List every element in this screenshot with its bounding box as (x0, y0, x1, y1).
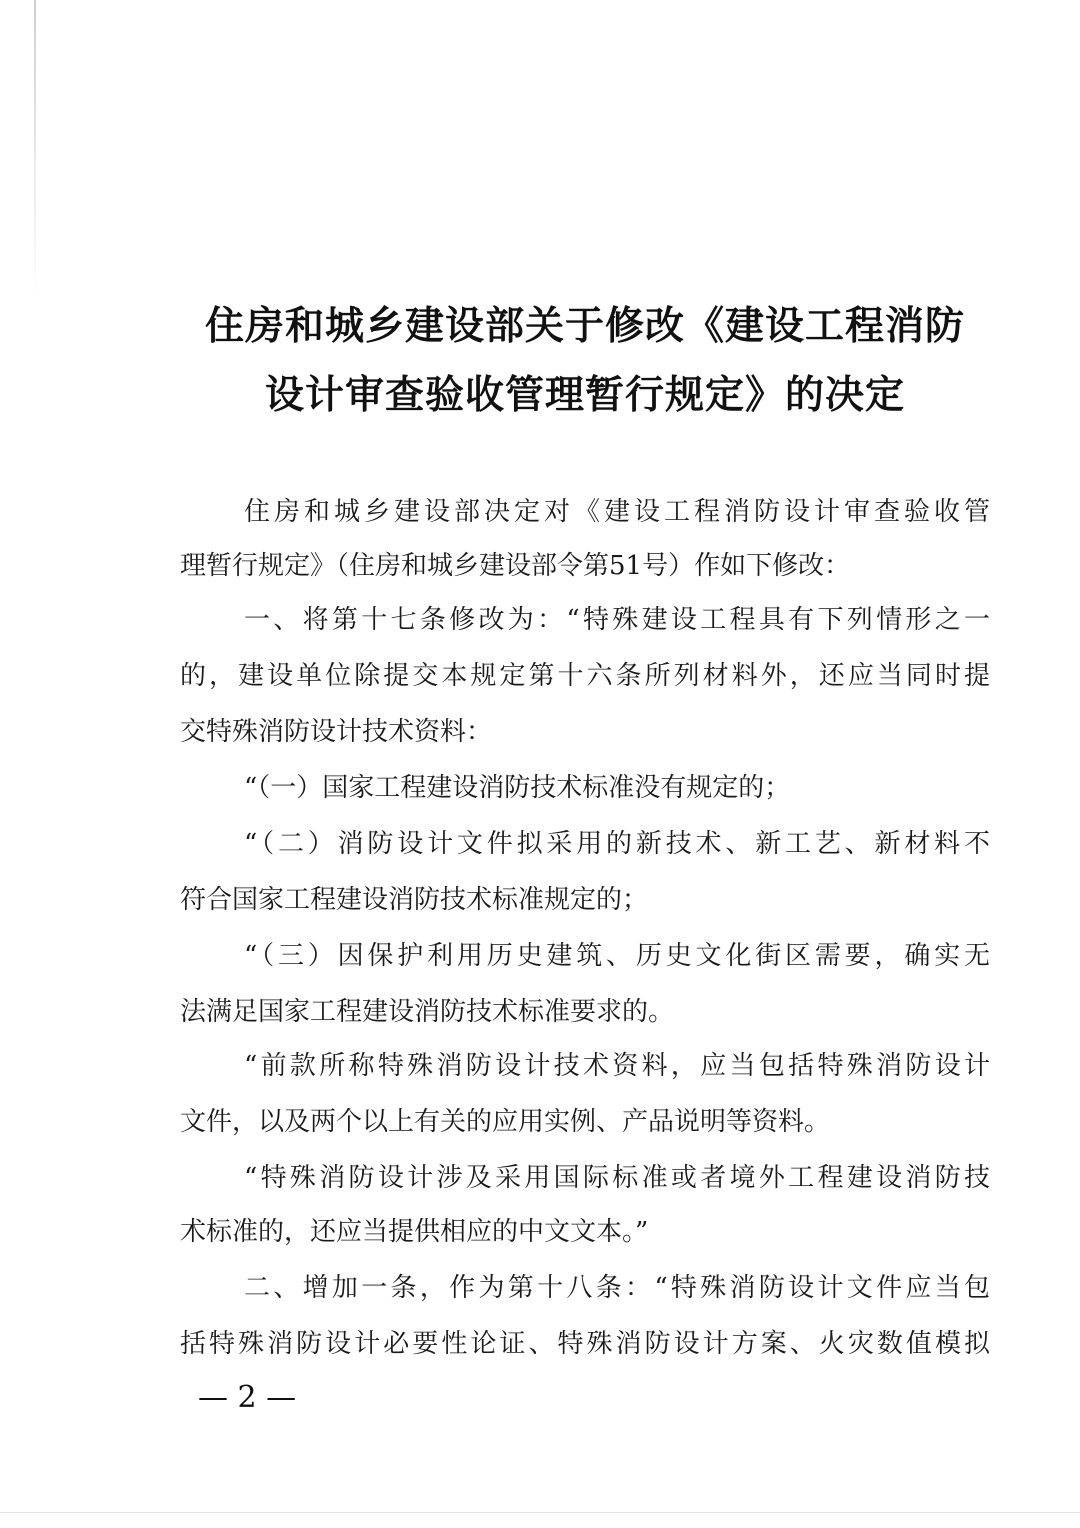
paragraph-line: 理暂行规定》（住房和城乡建设部令第51号）作如下修改： (180, 551, 851, 581)
scan-bottom-line (0, 1512, 1080, 1513)
paragraph-line: 符合国家工程建设消防技术标准规定的； (180, 885, 649, 915)
paragraph-line: 术标准的，还应当提供相应的中文文本。” (180, 1217, 649, 1247)
scan-edge-mark (34, 0, 36, 300)
document-title-line-1: 住房和城乡建设部关于修改《建设工程消防 (204, 304, 965, 349)
paragraph-line: 一、将第十七条修改为：“特殊建设工程具有下列情形之一 (244, 605, 990, 635)
paragraph-line: 住房和城乡建设部决定对《建设工程消防设计审查验收管 (244, 497, 990, 527)
paragraph-line: 文件，以及两个以上有关的应用实例、产品说明等资料。 (180, 1107, 831, 1137)
page-number: — 2 — (198, 1380, 297, 1415)
paragraph-line: 的，建设单位除提交本规定第十六条所列材料外，还应当同时提 (180, 661, 990, 691)
paragraph-line: 二、增加一条，作为第十八条：“特殊消防设计文件应当包 (244, 1273, 990, 1303)
document-title-line-2: 设计审查验收管理暂行规定》的决定 (264, 373, 905, 418)
paragraph-line: “（一）国家工程建设消防技术标准没有规定的； (244, 773, 791, 803)
paragraph-line: 括特殊消防设计必要性论证、特殊消防设计方案、火灾数值模拟 (180, 1329, 990, 1359)
paragraph-line: “（三）因保护利用历史建筑、历史文化街区需要，确实无 (244, 941, 990, 971)
paragraph-line: “前款所称特殊消防设计技术资料，应当包括特殊消防设计 (244, 1051, 990, 1081)
paragraph-line: 法满足国家工程建设消防技术标准要求的。 (180, 997, 675, 1027)
paragraph-line: “特殊消防设计涉及采用国际标准或者境外工程建设消防技 (244, 1163, 990, 1193)
paragraph-line: 交特殊消防设计技术资料： (180, 717, 493, 747)
paragraph-line: “（二）消防设计文件拟采用的新技术、新工艺、新材料不 (244, 829, 990, 859)
